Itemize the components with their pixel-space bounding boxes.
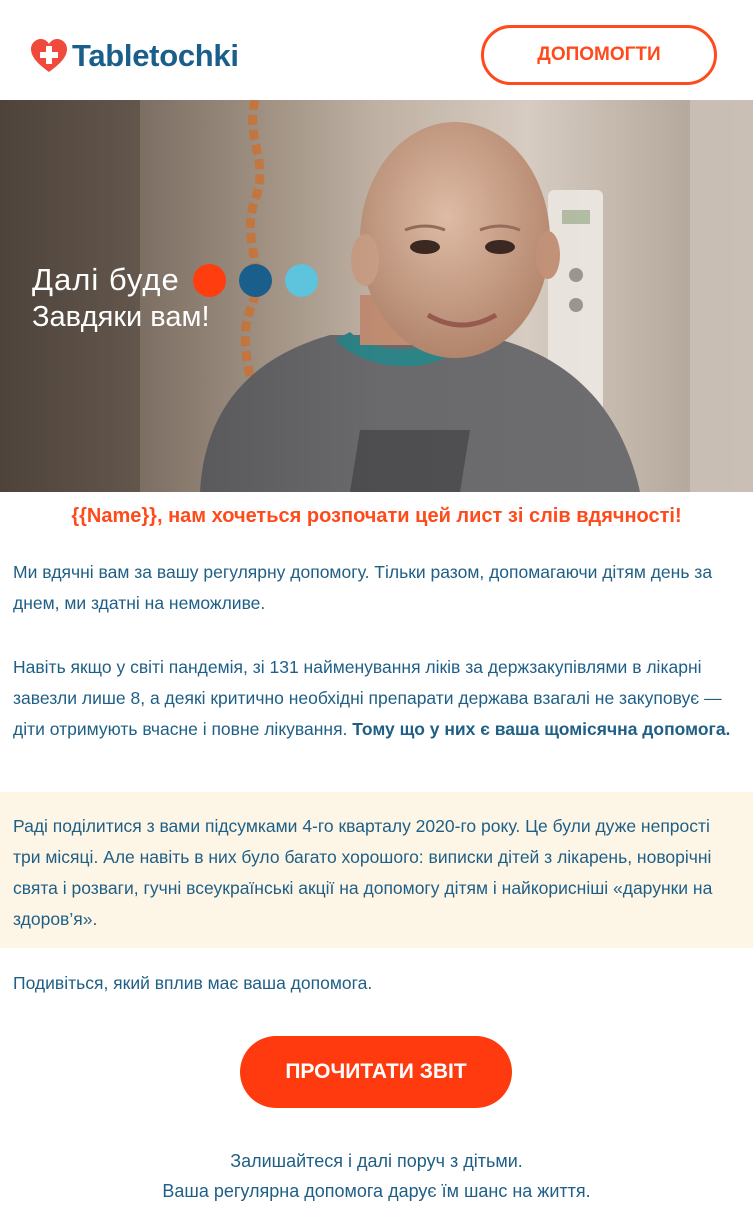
hero-line-1: Далі буде [32,262,180,297]
paragraph-pandemic-bold: Тому що у них є ваша щомісячна допомога. [352,719,731,739]
footer-line-1: Залишайтеся і далі поруч з дітьми. [230,1151,523,1171]
help-button[interactable]: ДОПОМОГТИ [481,25,717,85]
paragraph-pandemic [13,652,738,745]
footer-text [0,1146,753,1206]
email-header [0,0,753,100]
logo-text: Tabletochki [72,38,239,73]
hero-banner [0,100,753,492]
footer-line-2: Ваша регулярна допомога дарує їм шанс на життя. [162,1181,591,1201]
paragraph-pandemic-text: Навіть якщо у світі пандемія, зі 131 найменування ліків за держзакупівлями в лікарні завезли лише 8, а деякі критично необхідні препарати держава взагалі не закуповує — діти отримують вчасне і повне лікування. [13,657,722,739]
paragraph-q4-summary: Раді поділитися з вами підсумками 4-го кварталу 2020-го року. Це були дуже непрості три місяці. Але навіть в них було багато хорошого: виписки дітей з лікарень, новорічні свята і розваги, гучні всеукраїнські акції на допомогу дітям і найкорисніші «дарунки на здоров’я». [13,816,713,929]
paragraph-impact: Подивіться, який вплив має ваша допомога. [13,973,373,993]
dot-blue-icon [239,264,272,297]
greeting-heading: {{Name}}, нам хочеться розпочати цей лист зі слів вдячності! [71,505,682,527]
dot-orange-icon [193,264,226,297]
read-report-button[interactable]: ПРОЧИТАТИ ЗВІТ [240,1036,512,1108]
dot-cyan-icon [285,264,318,297]
paragraph-thanks: Ми вдячні вам за вашу регулярну допомогу. Тільки разом, допомагаючи дітям день за днем, ми здатні на неможливе. [13,562,713,613]
tabletochki-logo[interactable] [30,38,239,74]
heart-cross-icon [30,38,68,74]
hero-caption [32,262,318,334]
hero-line-2: Завдяки вам! [32,301,210,333]
